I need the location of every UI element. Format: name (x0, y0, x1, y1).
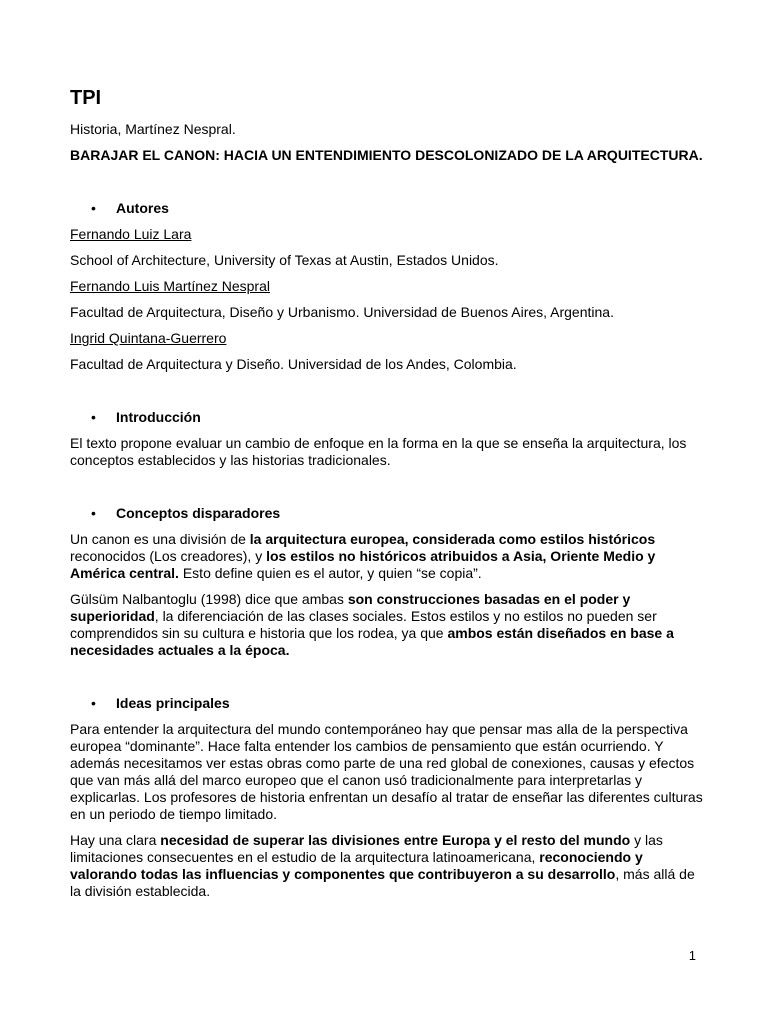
section-conceptos-heading (70, 505, 706, 522)
bold-text-run: ambos están diseñados en base a necesidades actuales a la época. (70, 625, 674, 658)
conceptos-paragraph-1 (70, 531, 706, 582)
section-label: Autores (116, 200, 169, 216)
text-run: reconocidos (Los creadores), y (70, 548, 267, 564)
bullet-icon: • (91, 409, 96, 425)
bold-text-run: son construcciones basadas en el poder y superioridad (70, 591, 631, 624)
page-number: 1 (688, 948, 696, 963)
text-run: , la diferenciación de las clases sociales. Estos estilos y no estilos no pueden ser comprendidos sin su cultura e historia que los rodea, ya que (70, 608, 657, 641)
text-run: y las limitaciones consecuentes en el estudio de la arquitectura latinoamericana, (70, 832, 663, 865)
bold-text-run: necesidad de superar las divisiones entre Europa y el resto del mundo (160, 832, 631, 848)
author-affiliation: School of Architecture, University of Texas at Austin, Estados Unidos. (70, 252, 499, 268)
section-ideas-heading (70, 695, 706, 712)
bullet-icon: • (91, 505, 96, 521)
document-heading: BARAJAR EL CANON: HACIA UN ENTENDIMIENTO DESCOLONIZADO DE LA ARQUITECTURA. (70, 147, 703, 163)
author-name[interactable]: Fernando Luis Martínez Nespral (70, 278, 270, 294)
bold-text-run: reconociendo y valorando todas las influencias y componentes que contribuyeron a su desarrollo (70, 849, 643, 882)
bullet-icon: • (91, 200, 96, 216)
text-run: Hay una clara (70, 832, 161, 848)
document-title: TPI (70, 87, 102, 109)
author-affiliation: Facultad de Arquitectura y Diseño. Universidad de los Andes, Colombia. (70, 356, 517, 372)
section-label: Introducción (116, 409, 201, 425)
ideas-paragraph-2 (70, 832, 706, 900)
text-run: Un canon es una división de (70, 531, 250, 547)
introduccion-text: El texto propone evaluar un cambio de enfoque en la forma en la que se enseña la arquitectura, los conceptos establecidos y las historias tradicionales. (70, 435, 687, 468)
section-autores-heading (70, 200, 706, 217)
ideas-paragraph-1: Para entender la arquitectura del mundo contemporáneo hay que pensar mas alla de la perspectiva europea “dominante”. Hace falta entender los cambios de pensamiento que están ocurriendo. Y además necesitamos ver estas obras como parte de una red global de conexiones, causas y efectos que van más allá del marco europeo que el canon usó tradicionalmente para interpretarlas y explicarlas. Los profesores de historia enfrentan un desafío al tratar de enseñar las diferentes culturas en un periodo de tiempo limitado. (70, 721, 703, 822)
author-name[interactable]: Fernando Luiz Lara (70, 226, 192, 242)
section-introduccion-heading (70, 409, 706, 426)
section-label: Ideas principales (116, 695, 230, 711)
document-page (70, 86, 706, 909)
author-affiliation: Facultad de Arquitectura, Diseño y Urbanismo. Universidad de Buenos Aires, Argentina. (70, 304, 614, 320)
bold-text-run: la arquitectura europea, considerada como estilos históricos (249, 531, 656, 547)
author-name[interactable]: Ingrid Quintana-Guerrero (70, 330, 227, 346)
bullet-icon: • (91, 695, 96, 711)
conceptos-paragraph-2 (70, 591, 706, 659)
text-run: Gülsüm Nalbantoglu (1998) dice que ambas (70, 591, 348, 607)
text-run: Esto define quien es el autor, y quien “se copia”. (178, 565, 482, 581)
document-subtitle: Historia, Martínez Nespral. (70, 121, 236, 137)
section-label: Conceptos disparadores (116, 505, 281, 521)
text-run: , más allá de la división establecida. (70, 866, 695, 899)
bold-text-run: los estilos no históricos atribuidos a Asia, Oriente Medio y América central. (70, 548, 656, 581)
